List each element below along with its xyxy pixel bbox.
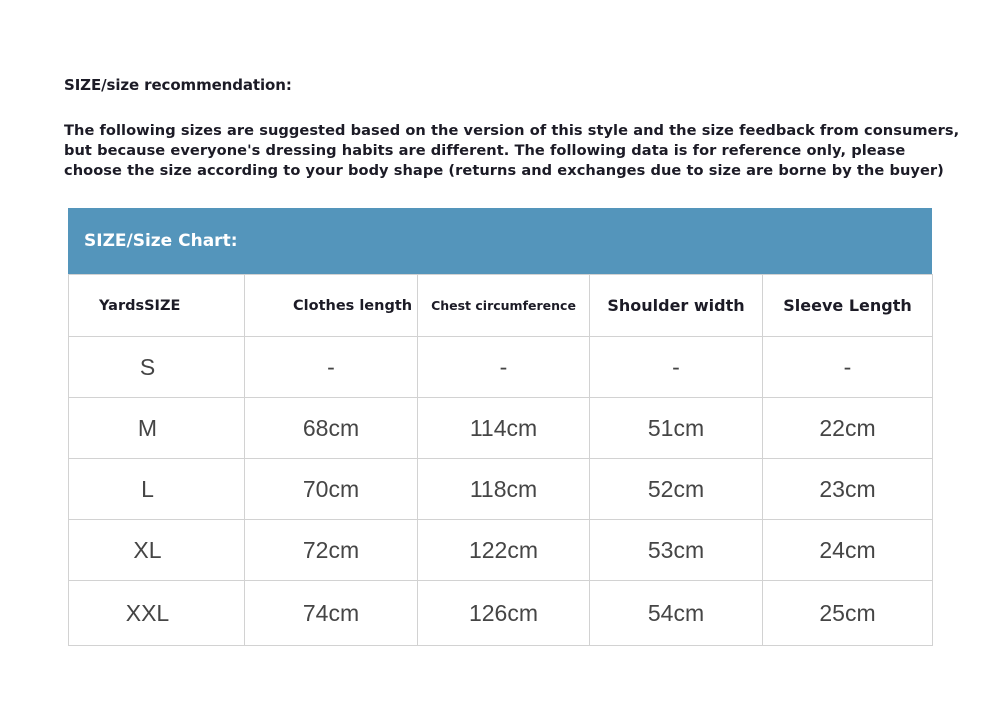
description-line: but because everyone's dressing habits are different. The following data is for reference only, please [64,142,906,159]
size-cell: XXL [69,581,245,646]
clothes-length-cell: 68cm [245,398,418,459]
table-row [69,520,933,581]
size-cell: M [69,398,245,459]
chest-cell: 126cm [418,581,590,646]
shoulder-cell: - [590,337,763,398]
table-row [69,398,933,459]
shoulder-cell: 52cm [590,459,763,520]
size-chart [68,208,932,646]
sleeve-cell: 23cm [763,459,933,520]
column-header-sleeve: Sleeve Length [763,275,933,337]
description-line: choose the size according to your body shape (returns and exchanges due to size are borne by the buyer) [64,162,944,179]
column-header-clothes-length: Clothes length [245,275,418,337]
column-header-size: YardsSIZE [69,275,245,337]
clothes-length-cell: 72cm [245,520,418,581]
sleeve-cell: - [763,337,933,398]
clothes-length-cell: 70cm [245,459,418,520]
size-chart-header: SIZE/Size Chart: [68,208,932,274]
size-recommendation-title: SIZE/size recommendation: [64,76,292,94]
shoulder-cell: 53cm [590,520,763,581]
chest-cell: 118cm [418,459,590,520]
sleeve-cell: 25cm [763,581,933,646]
shoulder-cell: 54cm [590,581,763,646]
sleeve-cell: 22cm [763,398,933,459]
size-recommendation-description [64,121,964,181]
size-cell: S [69,337,245,398]
table-header-row [69,275,933,337]
column-header-chest: Chest circumference [418,275,590,337]
clothes-length-cell: - [245,337,418,398]
table-row [69,459,933,520]
sleeve-cell: 24cm [763,520,933,581]
size-cell: XL [69,520,245,581]
chest-cell: 114cm [418,398,590,459]
chest-cell: 122cm [418,520,590,581]
table-row [69,581,933,646]
table-row [69,337,933,398]
clothes-length-cell: 74cm [245,581,418,646]
size-chart-table [68,274,933,646]
column-header-shoulder: Shoulder width [590,275,763,337]
shoulder-cell: 51cm [590,398,763,459]
size-cell: L [69,459,245,520]
chest-cell: - [418,337,590,398]
description-line: The following sizes are suggested based on the version of this style and the size feedback from consumers, [64,122,960,139]
